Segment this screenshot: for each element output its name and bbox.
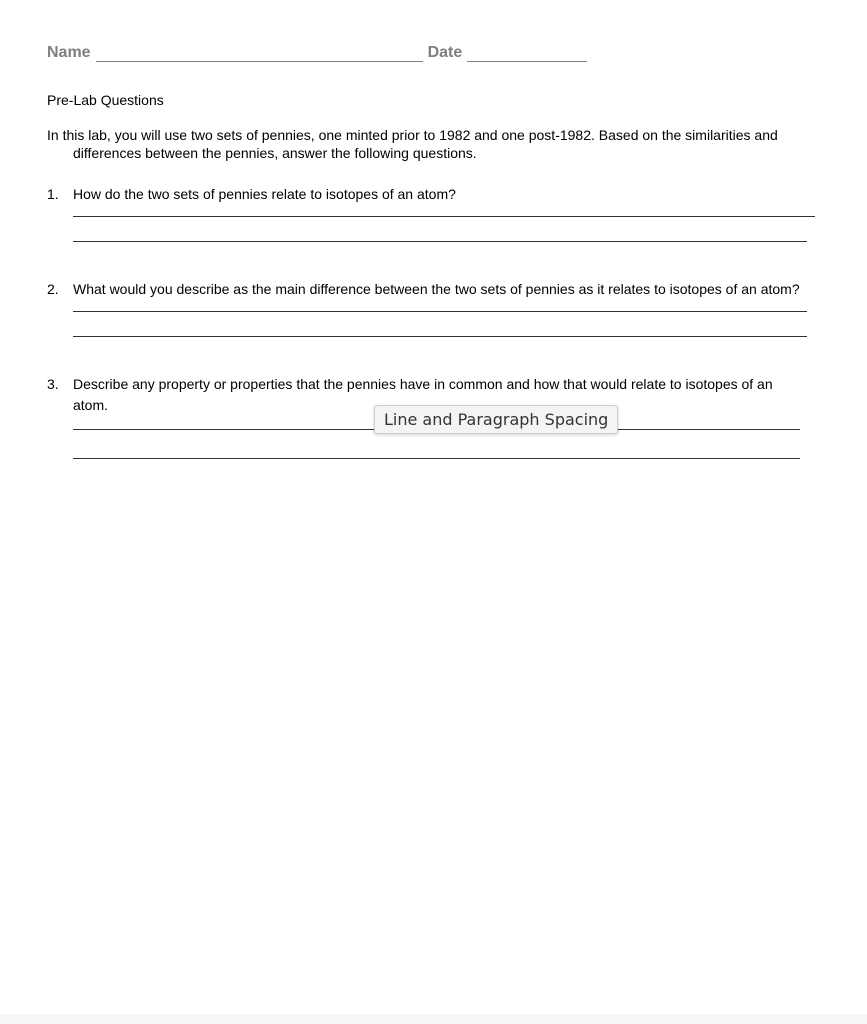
page-bottom-edge <box>0 1014 867 1024</box>
answer-line[interactable] <box>73 216 815 217</box>
answer-line[interactable] <box>73 458 800 459</box>
answer-line[interactable] <box>73 241 807 242</box>
intro-paragraph <box>47 126 817 162</box>
question-number: 3. <box>47 376 59 392</box>
header-row <box>47 44 587 62</box>
question-text: How do the two sets of pennies relate to isotopes of an atom? <box>73 186 456 202</box>
question-number: 1. <box>47 186 59 202</box>
line-paragraph-spacing-tooltip: Line and Paragraph Spacing <box>374 405 618 434</box>
answer-line[interactable] <box>73 336 807 337</box>
question-number: 2. <box>47 281 59 297</box>
name-label: Name <box>47 44 91 61</box>
question-text-line-1: Describe any property or properties that the pennies have in common and how that would relate to isotopes of an <box>73 376 773 392</box>
question-text: What would you describe as the main difference between the two sets of pennies as it relates to isotopes of an atom? <box>73 281 800 297</box>
question-text-line-2: atom. <box>73 397 109 413</box>
name-field-line[interactable] <box>96 45 423 62</box>
intro-line-1: In this lab, you will use two sets of pennies, one minted prior to 1982 and one post-1982. Based on the similarities and <box>47 127 778 143</box>
intro-line-2: differences between the pennies, answer the following questions. <box>73 145 477 161</box>
date-label: Date <box>427 44 463 61</box>
section-title: Pre-Lab Questions <box>47 92 164 108</box>
date-field-line[interactable] <box>467 45 587 62</box>
answer-line[interactable] <box>73 311 807 312</box>
